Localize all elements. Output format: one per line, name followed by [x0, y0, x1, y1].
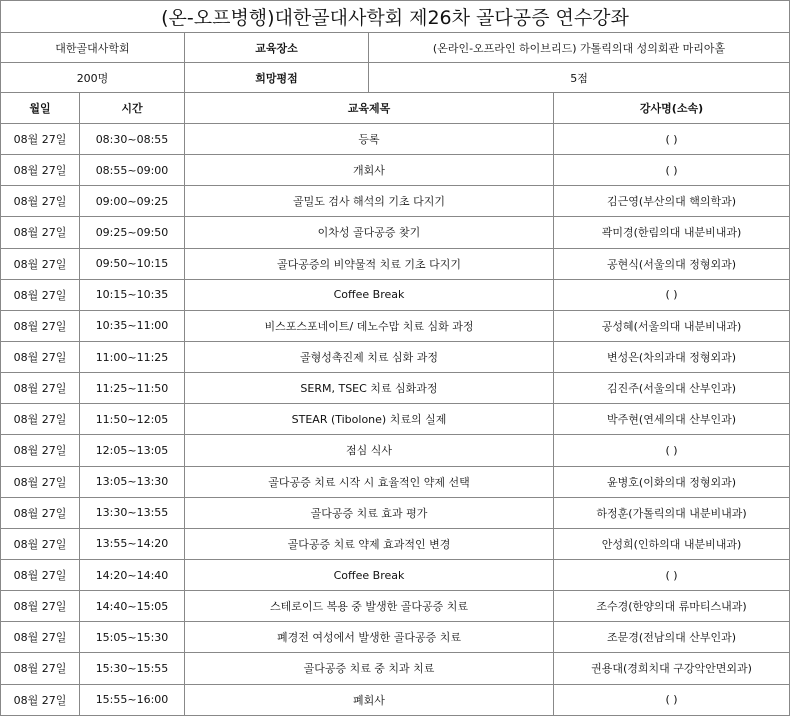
- lecturer-cell: 조문경(전남의대 산부인과): [554, 622, 790, 653]
- course-title-cell: 골밀도 검사 해석의 기초 다지기: [185, 186, 554, 217]
- course-title-cell: SERM, TSEC 치료 심화과정: [185, 373, 554, 404]
- course-title-cell: Coffee Break: [185, 559, 554, 590]
- time-cell: 09:00~09:25: [80, 186, 185, 217]
- date-cell: 08월 27일: [1, 341, 80, 372]
- time-cell: 11:00~11:25: [80, 341, 185, 372]
- date-cell: 08월 27일: [1, 217, 80, 248]
- table-row: [1, 279, 790, 310]
- lecturer-cell: 박주현(연세의대 산부인과): [554, 404, 790, 435]
- time-cell: 14:40~15:05: [80, 591, 185, 622]
- time-cell: 08:30~08:55: [80, 124, 185, 155]
- date-cell: 08월 27일: [1, 373, 80, 404]
- table-row: [1, 622, 790, 653]
- venue-label: 교육장소: [185, 33, 369, 63]
- course-title-cell: 골다공증 치료 시작 시 효율적인 약제 선택: [185, 466, 554, 497]
- time-cell: 13:05~13:30: [80, 466, 185, 497]
- date-cell: 08월 27일: [1, 310, 80, 341]
- lecturer-cell: 공성혜(서울의대 내분비내과): [554, 310, 790, 341]
- lecturer-cell: ( ): [554, 435, 790, 466]
- table-row: [1, 404, 790, 435]
- rating: 5점: [369, 63, 790, 93]
- course-title-cell: 비스포스포네이트/ 데노수맙 치료 심화 과정: [185, 310, 554, 341]
- rating-label: 희망평점: [185, 63, 369, 93]
- table-row: [1, 435, 790, 466]
- course-title-cell: 이차성 골다공증 찾기: [185, 217, 554, 248]
- course-title-cell: 등록: [185, 124, 554, 155]
- column-header-time: 시간: [80, 93, 185, 124]
- date-cell: 08월 27일: [1, 124, 80, 155]
- course-title-cell: STEAR (Tibolone) 치료의 실제: [185, 404, 554, 435]
- capacity: 200명: [1, 63, 185, 93]
- lecturer-cell: 하정훈(가톨릭의대 내분비내과): [554, 497, 790, 528]
- lecturer-cell: ( ): [554, 155, 790, 186]
- time-cell: 13:55~14:20: [80, 528, 185, 559]
- date-cell: 08월 27일: [1, 684, 80, 715]
- schedule-body: [1, 124, 790, 716]
- header-row: [1, 93, 790, 124]
- table-row: [1, 653, 790, 684]
- date-cell: 08월 27일: [1, 466, 80, 497]
- table-row: [1, 124, 790, 155]
- info-row-2: [1, 63, 790, 93]
- course-title-cell: 폐경전 여성에서 발생한 골다공증 치료: [185, 622, 554, 653]
- time-cell: 15:05~15:30: [80, 622, 185, 653]
- lecturer-cell: ( ): [554, 684, 790, 715]
- course-title-cell: 개회사: [185, 155, 554, 186]
- table-row: [1, 591, 790, 622]
- page-title: (온-오프병행)대한골대사학회 제26차 골다공증 연수강좌: [1, 1, 790, 33]
- time-cell: 15:30~15:55: [80, 653, 185, 684]
- date-cell: 08월 27일: [1, 559, 80, 590]
- column-header-title: 교육제목: [185, 93, 554, 124]
- time-cell: 09:50~10:15: [80, 248, 185, 279]
- course-title-cell: 골다공증 치료 중 치과 치료: [185, 653, 554, 684]
- course-title-cell: Coffee Break: [185, 279, 554, 310]
- table-row: [1, 466, 790, 497]
- lecturer-cell: 공현식(서울의대 정형외과): [554, 248, 790, 279]
- date-cell: 08월 27일: [1, 435, 80, 466]
- table-row: [1, 528, 790, 559]
- time-cell: 10:15~10:35: [80, 279, 185, 310]
- course-title-cell: 골다공증의 비약물적 치료 기초 다지기: [185, 248, 554, 279]
- date-cell: 08월 27일: [1, 248, 80, 279]
- table-row: [1, 684, 790, 715]
- title-row: [1, 1, 790, 33]
- date-cell: 08월 27일: [1, 155, 80, 186]
- date-cell: 08월 27일: [1, 622, 80, 653]
- time-cell: 08:55~09:00: [80, 155, 185, 186]
- time-cell: 11:25~11:50: [80, 373, 185, 404]
- lecturer-cell: ( ): [554, 559, 790, 590]
- venue: (온라인-오프라인 하이브리드) 가톨릭의대 성의회관 마리아홀: [369, 33, 790, 63]
- table-row: [1, 373, 790, 404]
- time-cell: 14:20~14:40: [80, 559, 185, 590]
- lecturer-cell: 권용대(경희치대 구강악안면외과): [554, 653, 790, 684]
- date-cell: 08월 27일: [1, 279, 80, 310]
- lecturer-cell: 조수경(한양의대 류마티스내과): [554, 591, 790, 622]
- lecturer-cell: 김근영(부산의대 핵의학과): [554, 186, 790, 217]
- table-row: [1, 559, 790, 590]
- lecturer-cell: 안성희(인하의대 내분비내과): [554, 528, 790, 559]
- table-row: [1, 248, 790, 279]
- organizer: 대한골대사학회: [1, 33, 185, 63]
- course-title-cell: 점심 식사: [185, 435, 554, 466]
- table-row: [1, 155, 790, 186]
- time-cell: 12:05~13:05: [80, 435, 185, 466]
- info-row-1: [1, 33, 790, 63]
- time-cell: 10:35~11:00: [80, 310, 185, 341]
- date-cell: 08월 27일: [1, 653, 80, 684]
- column-header-lecturer: 강사명(소속): [554, 93, 790, 124]
- course-title-cell: 스테로이드 복용 중 발생한 골다공증 치료: [185, 591, 554, 622]
- course-title-cell: 폐회사: [185, 684, 554, 715]
- table-row: [1, 186, 790, 217]
- time-cell: 13:30~13:55: [80, 497, 185, 528]
- table-row: [1, 217, 790, 248]
- date-cell: 08월 27일: [1, 497, 80, 528]
- date-cell: 08월 27일: [1, 591, 80, 622]
- course-title-cell: 골다공증 치료 약제 효과적인 변경: [185, 528, 554, 559]
- lecturer-cell: ( ): [554, 124, 790, 155]
- date-cell: 08월 27일: [1, 528, 80, 559]
- lecturer-cell: ( ): [554, 279, 790, 310]
- date-cell: 08월 27일: [1, 186, 80, 217]
- column-header-date: 월일: [1, 93, 80, 124]
- time-cell: 09:25~09:50: [80, 217, 185, 248]
- lecturer-cell: 윤병호(이화의대 정형외과): [554, 466, 790, 497]
- time-cell: 15:55~16:00: [80, 684, 185, 715]
- course-title-cell: 골다공증 치료 효과 평가: [185, 497, 554, 528]
- date-cell: 08월 27일: [1, 404, 80, 435]
- table-row: [1, 497, 790, 528]
- table-row: [1, 310, 790, 341]
- lecturer-cell: 곽미경(한림의대 내분비내과): [554, 217, 790, 248]
- table-row: [1, 341, 790, 372]
- lecturer-cell: 변성은(차의과대 정형외과): [554, 341, 790, 372]
- course-title-cell: 골형성촉진제 치료 심화 과정: [185, 341, 554, 372]
- time-cell: 11:50~12:05: [80, 404, 185, 435]
- lecturer-cell: 김진주(서울의대 산부인과): [554, 373, 790, 404]
